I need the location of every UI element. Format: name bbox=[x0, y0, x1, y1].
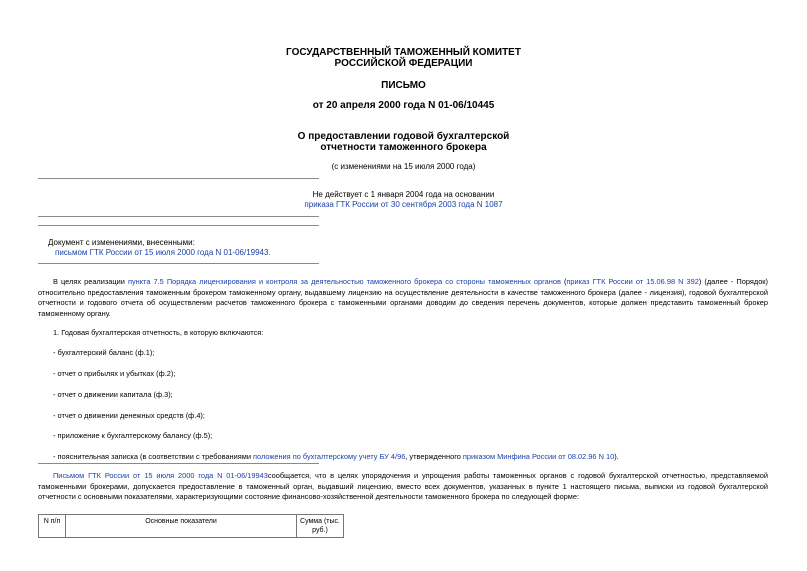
list-item: - отчет о движении денежных средств (ф.4); bbox=[53, 411, 205, 420]
intro-text-3: ) (далее - Порядок) относительно предоставления таможенным брокером таможенному органу, выдавшему лицензию на осуществление деятельности в качестве таможенного брокера (далее - лицензия), годовой бухгалтерской отчетности и годового отчета об осуществлении расчетов таможенного брокера с таможенными органами доводим до сведения перечень документов, которые должен представить таможенный брокер таможенному органу. bbox=[38, 277, 769, 318]
divider bbox=[38, 263, 319, 264]
divider bbox=[38, 225, 319, 226]
table-header-number: N п/п bbox=[39, 515, 66, 538]
list-item: - отчет о движении капитала (ф.3); bbox=[53, 390, 173, 399]
list-item-explanatory-note bbox=[53, 452, 619, 463]
list-link-bu-4-96[interactable]: положения по бухгалтерскому учету БУ 4/96 bbox=[253, 452, 406, 461]
doc-date-number: от 20 апреля 2000 года N 01-06/10445 bbox=[312, 100, 495, 111]
list-item: - отчет о прибылях и убытках (ф.2); bbox=[53, 369, 176, 378]
list-item: - приложение к бухгалтерскому балансу (ф.5); bbox=[53, 431, 213, 440]
doc-type: ПИСЬМО bbox=[381, 80, 426, 91]
doc-title-line1: О предоставлении годовой бухгалтерской bbox=[297, 131, 510, 142]
intro-link-order-point[interactable]: пункта 7.5 Порядка лицензирования и контроля за деятельностью таможенного брокера со стороны таможенных органов bbox=[127, 277, 561, 286]
intro-paragraph bbox=[38, 277, 768, 319]
org-name-line1: ГОСУДАРСТВЕННЫЙ ТАМОЖЕННЫЙ КОМИТЕТ bbox=[286, 47, 521, 58]
divider bbox=[38, 463, 319, 464]
list-heading: 1. Годовая бухгалтерская отчетность, в которую включаются: bbox=[53, 328, 264, 337]
letter-paragraph bbox=[38, 471, 768, 503]
divider bbox=[38, 178, 319, 179]
divider bbox=[38, 216, 319, 217]
doc-title-line2: отчетности таможенного брокера bbox=[320, 142, 487, 153]
letter-text: сообщается, что в целях упорядочения и упрощения работы таможенных органов с годовой бухгалтерской отчетностью, представляемой таможенными брокерами, допускается предоставление в таможенный орган, выдавший лицензию, вместо всех документов, указанных в пункте 1 настоящего письма, выписки из годовой бухгалтерской отчетности с основными показателями, характеризующими состояние финансово-хозяйственной деятельности таможенного брокера по следующей форме: bbox=[38, 471, 768, 501]
intro-text-2: ( bbox=[560, 277, 567, 286]
list-last-suffix: ). bbox=[614, 452, 619, 461]
table-header-indicators: Основные показатели bbox=[66, 515, 297, 538]
list-last-mid: , утвержденного bbox=[405, 452, 463, 461]
changes-note: (с изменениями на 15 июля 2000 года) bbox=[331, 162, 476, 171]
amendments-label: Документ с изменениями, внесенными: bbox=[48, 238, 195, 247]
intro-text-1: В целях реализации bbox=[53, 277, 128, 286]
indicators-table bbox=[38, 514, 344, 538]
intro-link-order-392[interactable]: приказ ГТК России от 15.06.98 N 392 bbox=[566, 277, 699, 286]
list-last-prefix: - пояснительная записка (в соответствии с требованиями bbox=[53, 452, 254, 461]
list-item: - бухгалтерский баланс (ф.1); bbox=[53, 348, 155, 357]
status-text: Не действует с 1 января 2004 года на основании bbox=[312, 190, 495, 199]
org-name-line2: РОССИЙСКОЙ ФЕДЕРАЦИИ bbox=[334, 58, 473, 69]
letter-link[interactable]: Письмом ГТК России от 15 июля 2000 года N 01-06/19943 bbox=[53, 471, 268, 480]
amendments-link[interactable]: письмом ГТК России от 15 июля 2000 года N 01-06/19943. bbox=[55, 248, 271, 257]
list-link-minfin-order[interactable]: приказом Минфина России от 08.02.96 N 10 bbox=[462, 452, 615, 461]
table-header-row bbox=[39, 515, 344, 538]
status-link[interactable]: приказа ГТК России от 30 сентября 2003 года N 1087 bbox=[304, 200, 503, 209]
table-header-sum: Сумма (тыс. руб.) bbox=[297, 515, 344, 538]
